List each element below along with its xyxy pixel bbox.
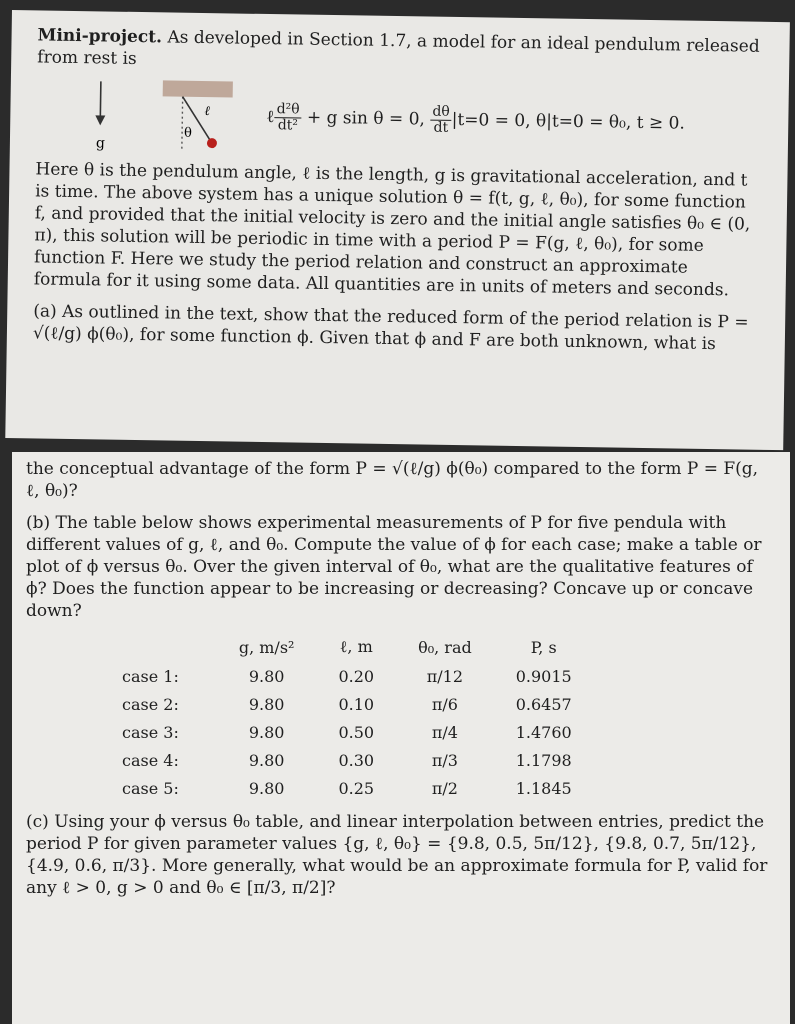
table-header-cell: g, m/s²: [238, 637, 295, 657]
eq-mid: + g sin θ = 0,: [306, 107, 426, 130]
gravity-arrowhead: [95, 115, 105, 125]
eq-lead: ℓ: [266, 107, 275, 128]
table-cell: 0.6457: [515, 695, 572, 714]
angle-label: θ: [183, 125, 193, 141]
length-label: ℓ: [204, 104, 210, 120]
textbook-page-bottom: [12, 452, 790, 1024]
table-cell: 9.80: [248, 779, 285, 798]
table-header-cell: P, s: [530, 637, 557, 657]
table-cell: 0.10: [338, 695, 375, 714]
table-cell: case 2:: [122, 695, 179, 714]
table-cell: 1.4760: [515, 723, 572, 742]
vertical-reference: [182, 97, 183, 151]
table-cell: 9.80: [248, 723, 285, 742]
measurements-table: [122, 634, 594, 803]
table-cell: π/4: [431, 723, 458, 742]
table-cell: 0.20: [338, 667, 375, 686]
second-derivative-num: d²θ: [274, 102, 301, 118]
table-cell: 0.25: [338, 779, 375, 798]
mini-project-label: Mini-project.: [37, 25, 163, 48]
table-header-cell: [122, 634, 217, 663]
table-cell: π/3: [431, 751, 458, 770]
part-a-second-half: the conceptual advantage of the form P = √(ℓ/g) ϕ(θ₀) compared to the form P = F(g, ℓ, θ₀)?: [26, 459, 759, 501]
table-cell: case 4:: [122, 751, 179, 770]
table-cell: 9.80: [248, 667, 285, 686]
pendulum-diagram: [76, 75, 277, 158]
table-header-cell: ℓ, m: [339, 637, 373, 656]
table-row: [122, 775, 594, 803]
table-cell: π/2: [431, 779, 458, 798]
gravity-arrow: [100, 81, 101, 119]
table-cell: case 3:: [122, 723, 179, 742]
ceiling-support: [163, 80, 233, 97]
textbook-page-top: [5, 10, 790, 450]
table-cell: 1.1845: [515, 779, 572, 798]
part-a-first-half: (a) As outlined in the text, show that the reduced form of the period relation is P = √(ℓ/g) ϕ(θ₀), for some function ϕ. Given that ϕ and F are both unknown, what is: [32, 301, 749, 355]
pendulum-figure-row: [36, 74, 763, 165]
intro-text: As developed in Section 1.7, a model for an ideal pendulum released from rest is: [37, 27, 760, 69]
table-row: [122, 663, 594, 691]
first-derivative: [430, 105, 452, 136]
part-c-paragraph: (c) Using your ϕ versus θ₀ table, and linear interpolation between entries, predict the period P for given parameter values {g, ℓ, θ₀} = {9.8, 0.5, 5π/12}, {9.8, 0.7, 5π/12}, {4.9, 0.6, π/3}. More generally, what would be an approximate formula for P, valid for any ℓ > 0, g > 0 and θ₀ ∈ [π/3, π/2]?: [26, 812, 768, 898]
second-derivative-den: dt²: [277, 117, 299, 134]
pendulum-equation: [266, 102, 685, 140]
table-header-row: [122, 634, 594, 663]
table-row: [122, 691, 594, 719]
table-cell: 0.30: [338, 751, 375, 770]
table-cell: π/6: [431, 695, 458, 714]
table-cell: 9.80: [248, 695, 285, 714]
eq-tail: |t=0 = 0, θ|t=0 = θ₀, t ≥ 0.: [451, 109, 685, 134]
table-cell: π/12: [426, 667, 464, 686]
table-row: [122, 719, 594, 747]
table-row: [122, 747, 594, 775]
first-derivative-num: dθ: [430, 105, 452, 121]
table-cell: 0.50: [338, 723, 375, 742]
second-derivative: [274, 102, 301, 133]
pendulum-bob: [207, 138, 217, 148]
table-cell: 9.80: [248, 751, 285, 770]
gravity-label: g: [95, 135, 106, 152]
table-cell: case 1:: [122, 667, 179, 686]
description-paragraph: Here θ is the pendulum angle, ℓ is the length, g is gravitational acceleration, and t is time. The above system has a unique solution θ = f(t, g, ℓ, θ₀), for some function f, and provided that the initial velocity is zero and the initial angle satisfies θ₀ ∈ (0, π), this solution will be periodic in time with a period P = F(g, ℓ, θ₀), for some function F. Here we study the period relation and construct an approximate formula for it using some data. All quantities are in units of meters and seconds.: [33, 159, 751, 301]
table-cell: 1.1798: [515, 751, 572, 770]
intro-paragraph: [37, 24, 764, 79]
part-b-paragraph: (b) The table below shows experimental measurements of P for five pendula with different values of g, ℓ, and θ₀. Compute the value of ϕ for each case; make a table or plot of ϕ versus θ₀. Over the given interval of θ₀, what are the qualitative features of ϕ? Does the function appear to be increasing or decreasing? Concave up or concave down?: [26, 513, 762, 621]
table-cell: case 5:: [122, 779, 179, 798]
first-derivative-den: dt: [433, 119, 449, 136]
table-header-cell: θ₀, rad: [418, 637, 472, 657]
table-cell: 0.9015: [515, 667, 572, 686]
